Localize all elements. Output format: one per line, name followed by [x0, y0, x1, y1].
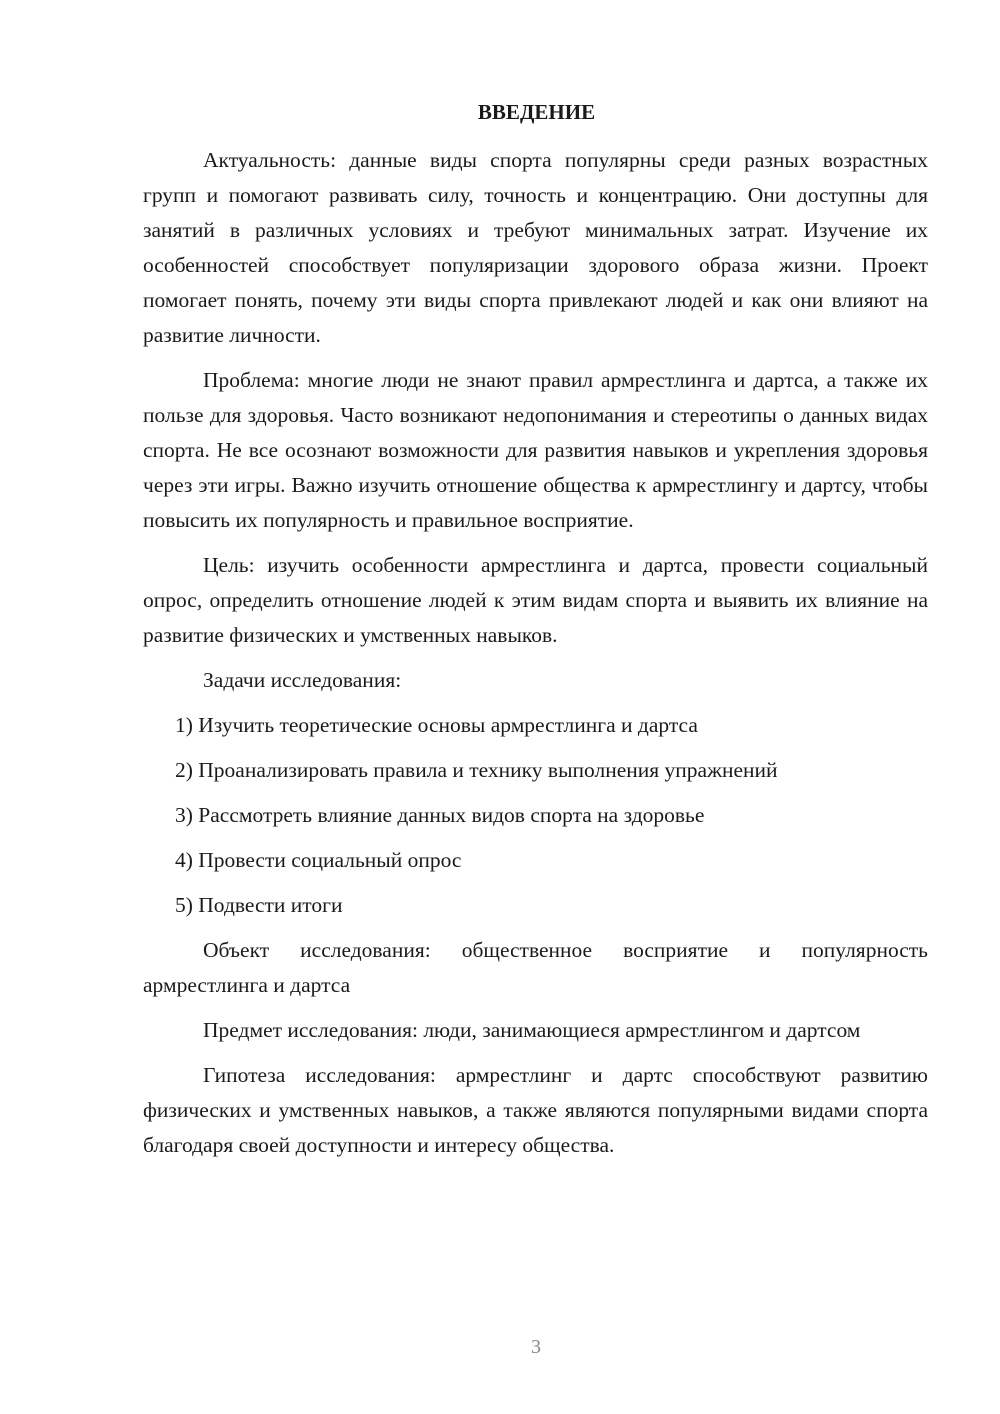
- list-item: 1) Изучить теоретические основы армрестлинга и дартса: [175, 713, 698, 737]
- subject-paragraph: Предмет исследования: люди, занимающиеся армрестлингом и дартсом: [203, 1018, 861, 1042]
- object-paragraph: Объект исследования: общественное восприятие и популярность армрестлинга и дартса: [143, 938, 928, 997]
- goal-paragraph: Цель: изучить особенности армрестлинга и дартса, провести социальный опрос, определить отношение людей к этим видам спорта и выявить их влияние на развитие физических и умственных навыков.: [143, 553, 928, 647]
- list-item: 3) Рассмотреть влияние данных видов спорта на здоровье: [175, 803, 705, 827]
- hypothesis-paragraph: Гипотеза исследования: армрестлинг и дартс способствуют развитию физических и умственных навыков, а также являются популярными видами спорта благодаря своей доступности и интересу общества.: [143, 1063, 928, 1157]
- document-page: [143, 95, 928, 1173]
- tasks-list: [143, 708, 928, 923]
- list-item: 4) Провести социальный опрос: [175, 848, 462, 872]
- page-number: 3: [531, 1336, 541, 1358]
- tasks-heading: Задачи исследования:: [203, 668, 402, 692]
- list-item: 2) Проанализировать правила и технику выполнения упражнений: [175, 758, 778, 782]
- relevance-paragraph: Актуальность: данные виды спорта популярны среди разных возрастных групп и помогают развивать силу, точность и концентрацию. Они доступны для занятий в различных условиях и требуют минимальных затрат. Изучение их особенностей способствует популяризации здорового образа жизни. Проект помогает понять, почему эти виды спорта привлекают людей и как они влияют на развитие личности.: [143, 148, 928, 347]
- page-title: ВВЕДЕНИЕ: [477, 100, 596, 124]
- list-item: 5) Подвести итоги: [175, 893, 343, 917]
- problem-paragraph: Проблема: многие люди не знают правил армрестлинга и дартса, а также их пользе для здоровья. Часто возникают недопонимания и стереотипы о данных видах спорта. Не все осознают возможности для развития навыков и укрепления здоровья через эти игры. Важно изучить отношение общества к армрестлингу и дартсу, чтобы повысить их популярность и правильное восприятие.: [143, 368, 928, 532]
